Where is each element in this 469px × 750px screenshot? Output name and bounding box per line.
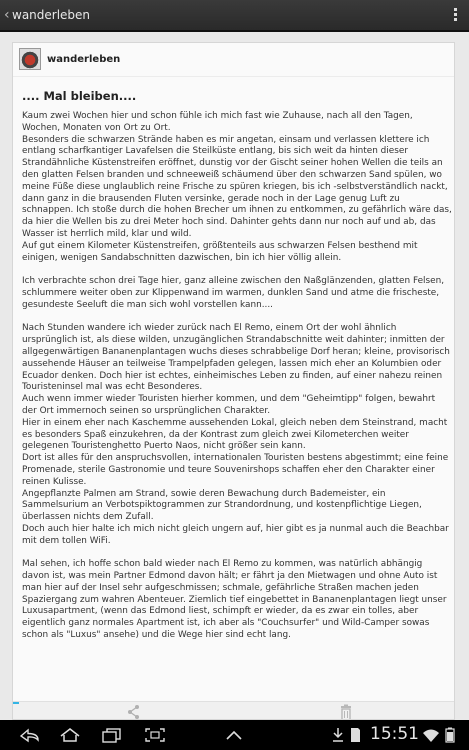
paragraph: Besonders die schwarzen Strände haben es mir angetan, einsam und verlassen klettere ich entlang scharfkantiger Lavafelsen die Steilküste entlang, bis sich weit da hinten dieser Strandähnliche Küstenstreifen eröffnet, dunstig vor der Gischt seiner hohen Wellen die teils an den glatten Felsen branden und schneeweiß schäumend über den schwarzen Sand spülen, wo meine Füße diese unglaublich reine Frische zu spüren kriegen, bis ich -selbstverständlich nackt, dann ganz in die brausenden Fluten versinke, gerade noch in der Lage genug Luft zu schnappen. Ich stoße durch die hohen Brecher um ihnen zu entkommen, zu gefährlich wäre das, da hier die Wellen bis zu drei Meter hoch sind. Dahinter gehts dann nur noch auf und ab, das Wasser ist herrlich mild, klar und wild. <box>22 134 452 239</box>
screenshot-icon[interactable] <box>143 727 167 743</box>
post-action-bar <box>13 701 454 720</box>
sd-card-icon <box>348 727 372 743</box>
back-icon[interactable] <box>18 727 42 743</box>
content-area <box>0 32 469 720</box>
paragraph: Kaum zwei Wochen hier und schon fühle ich mich fast wie Zuhause, nach all den Tagen, Wochen, Monaten von Ort zu Ort. <box>22 111 413 133</box>
chevron-left-icon[interactable]: ‹ <box>4 7 10 23</box>
paragraph: Auch wenn immer wieder Touristen hierher kommen, und dem "Geheimtipp" folgen, bewahrt der Ort immernoch seinen so ursprünglichen Charakter. <box>22 394 436 416</box>
battery-icon <box>443 727 467 743</box>
paragraph: Nach Stunden wandere ich wieder zurück nach El Remo, einem Ort der wohl ähnlich ursprünglich ist, als diese wilden, unzugänglichen Strandabschnitte weit dahinter; inmitten der allgegenwärtigen Bananenplantagen wuchs dieses schrabbelige Dorf heran; kleine, provisorisch aussehende Häuser an teilweise Trampelpfaden gelegen, lassen mich eher an Kolumbien oder Ecuador denken. Doch hier ist echtes, einheimisches Leben zu finden, auf einer nahezu reinen Touristeninsel mal was echt Besonderes. <box>22 323 450 393</box>
paragraph-spacer <box>22 547 452 559</box>
paragraph: Dort ist alles für den anspruchsvollen, internationalen Touristen bestens abgestimmt; eine feine Promenade, sterile Gastronomie und teure Souvenirshops schaffen eher den Charakter einer reinen Kulisse. <box>22 453 449 487</box>
home-icon[interactable] <box>58 727 82 743</box>
paragraph: Hier in einem eher nach Kaschemme aussehenden Lokal, gleich neben dem Steinstrand, macht es besonders Spaß einzukehren, da der Kontrast zum gleich zwei Kilometerchen weiter gelegenen Touristenghetto Puerto Naos, nicht größer sein kann. <box>22 417 448 452</box>
paragraph-spacer <box>22 312 452 324</box>
share-icon <box>113 702 153 720</box>
post-header <box>13 43 454 77</box>
post-body <box>22 111 452 642</box>
paragraph: Ich verbrachte schon drei Tage hier, ganz alleine zwischen den Naßglänzenden, glatten Felsen, schlummere weiter oben zur Klippenwand im warmen, dunklen Sand und atme die frischeste, gesundeste Seeluft die man sich wohl vorstellen kann.... <box>22 276 445 310</box>
scroll-progress-indicator <box>13 702 19 704</box>
delete-button[interactable] <box>336 702 356 720</box>
overflow-menu-icon[interactable] <box>453 8 459 24</box>
paragraph: Doch auch hier halte ich mich nicht gleich ungern auf, hier gibt es ja nunmal auch die Beachbar mit dem tollen WiFi. <box>22 523 449 546</box>
action-bar-top <box>0 0 469 32</box>
system-navigation-bar <box>0 720 469 750</box>
status-clock: 15:51 <box>370 724 419 744</box>
paragraph-spacer <box>22 264 452 276</box>
chevron-up-icon[interactable] <box>222 727 246 743</box>
avatar[interactable] <box>19 48 41 70</box>
paragraph: Auf gut einem Kilometer Küstenstreifen, größtenteils aus schwarzen Felsen besthend mit einigen, wenigen Sandabschnitten dazwischen, bin ich hier völlig allein. <box>22 240 418 263</box>
trash-icon <box>336 702 356 720</box>
post-author[interactable]: wanderleben <box>47 54 121 65</box>
paragraph: Mal sehen, ich hoffe schon bald wieder nach El Remo zu kommen, was natürlich abhängig davon ist, was mein Partner Edmond davon hält; er fährt ja den Mietwagen und ohne Auto ist man hier auf der Insel sehr aufgeschmissen; schmale, gefährliche Straßen machen jeden Spaziergang zum wahren Abenteuer. Ziemlich tief eingebettet in Bananenplantagen liegt unser Luxusapartment, (wenn das Edmond liest, schimpft er wieder, da es zwar ein tolles, aber eigentlich ganz normales Apartment ist, ich aber als "Couchsurfer" und Wild-Camper sowas schon als "Luxus" ansehe) und die Wege hier sind echt lang. <box>22 559 447 641</box>
recent-apps-icon[interactable] <box>100 727 124 743</box>
app-title[interactable]: wanderleben <box>12 8 91 22</box>
post-title: .... Mal bleiben.... <box>22 89 137 103</box>
post-card <box>12 42 455 720</box>
share-button[interactable] <box>113 702 153 720</box>
paragraph: Angepflanzte Palmen am Strand, sowie deren Bewachung durch Bademeister, ein Sammelsurium an Verbotspiktogrammen zur Strandordnung, und kostenpflichtige Liegen, überlassen nichts dem Zufall. <box>22 488 422 523</box>
